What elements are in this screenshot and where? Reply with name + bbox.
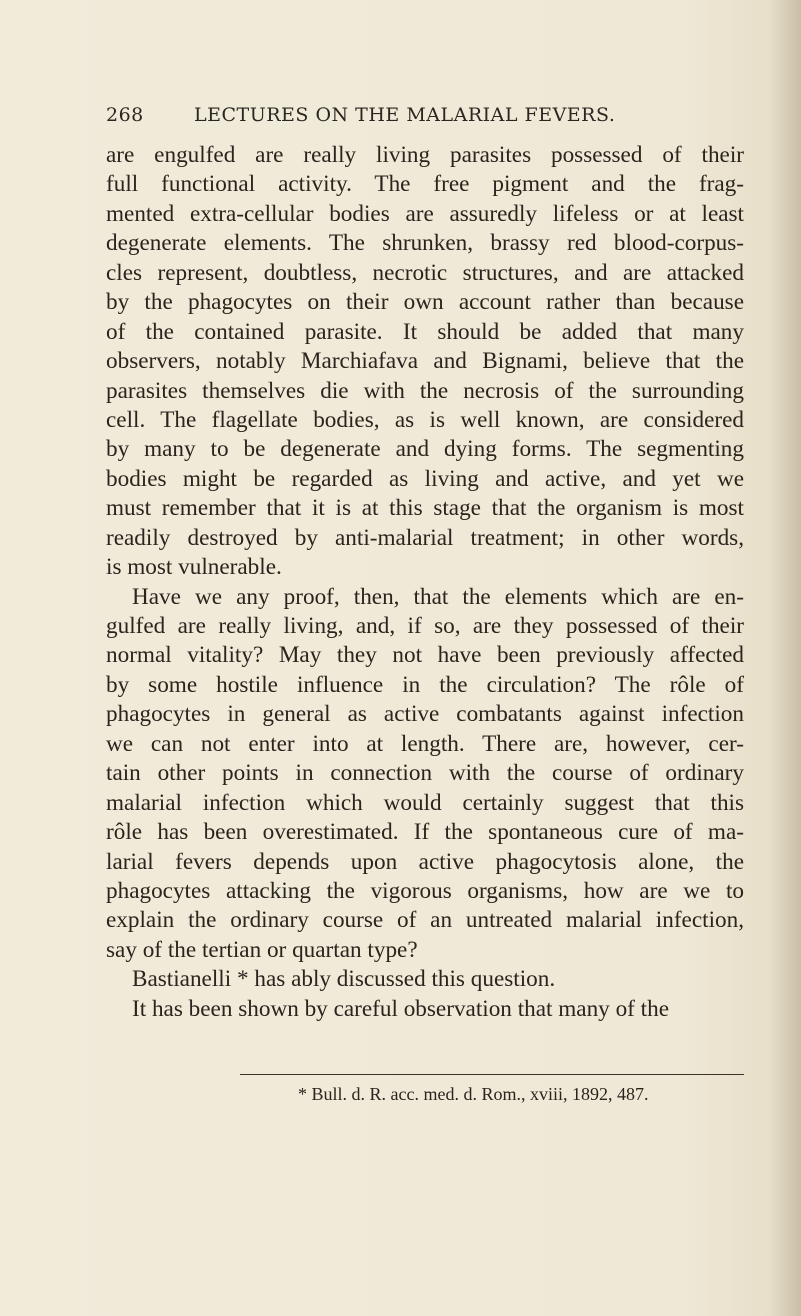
text-line: cell. The flagellate bodies, as is well known, are considered [106, 406, 744, 433]
body-text [106, 141, 744, 1024]
text-line: explain the ordinary course of an untreated malarial infection, [106, 907, 744, 934]
text-line: are engulfed are really living parasites possessed of their [106, 142, 744, 168]
text-line: parasites themselves die with the necrosis of the surrounding [106, 377, 744, 404]
text-line: phagocytes in general as active combatants against infection [106, 701, 744, 728]
text-line: larial fevers depends upon active phagocytosis alone, the [106, 848, 744, 875]
footnote-rule [240, 1074, 744, 1075]
text-line: It has been shown by careful observation that many of the [132, 995, 670, 1022]
paragraph [106, 995, 744, 1024]
paragraph [106, 141, 744, 583]
text-line: phagocytes attacking the vigorous organisms, how are we to [106, 877, 744, 904]
text-line: Have we any proof, then, that the elements which are en- [132, 583, 744, 610]
text-line: full functional activity. The free pigment and the frag- [106, 171, 744, 198]
text-line: must remember that it is at this stage that the organism is most [106, 495, 744, 522]
text-line: malarial infection which would certainly suggest that this [106, 789, 744, 816]
page-number: 268 [106, 104, 144, 126]
text-line: readily destroyed by anti-malarial treatment; in other words, [106, 524, 744, 551]
text-line: degenerate elements. The shrunken, brassy red blood-corpus- [106, 230, 744, 257]
text-line: observers, notably Marchiafava and Bignami, believe that the [106, 348, 744, 375]
text-line: by some hostile influence in the circulation? The rôle of [106, 671, 744, 698]
footnote: * Bull. d. R. acc. med. d. Rom., xviii, 1892, 487. [298, 1084, 649, 1104]
text-line: gulfed are really living, and, if so, are they possessed of their [106, 613, 744, 639]
running-head [106, 104, 744, 134]
text-line: Bastianelli * has ably discussed this question. [132, 966, 556, 993]
paragraph [106, 583, 744, 966]
text-line: by many to be degenerate and dying forms. The segmenting [106, 436, 744, 463]
text-line: by the phagocytes on their own account rather than because [106, 289, 744, 316]
text-line: bodies might be regarded as living and active, and yet we [106, 465, 744, 492]
text-line: cles represent, doubtless, necrotic structures, and are attacked [106, 259, 744, 286]
text-line: mented extra-cellular bodies are assuredly lifeless or at least [106, 200, 744, 227]
text-line: normal vitality? May they not have been previously affected [106, 642, 744, 669]
text-line: we can not enter into at length. There are, however, cer- [106, 730, 744, 757]
text-line: of the contained parasite. It should be added that many [106, 318, 744, 345]
text-line: tain other points in connection with the course of ordinary [106, 760, 744, 787]
text-line: rôle has been overestimated. If the spontaneous cure of ma- [106, 819, 744, 846]
running-head-title: LECTURES ON THE MALARIAL FEVERS. [194, 104, 616, 126]
paragraph [106, 965, 744, 994]
text-line: say of the tertian or quartan type? [106, 936, 418, 963]
text-line: is most vulnerable. [106, 554, 282, 581]
